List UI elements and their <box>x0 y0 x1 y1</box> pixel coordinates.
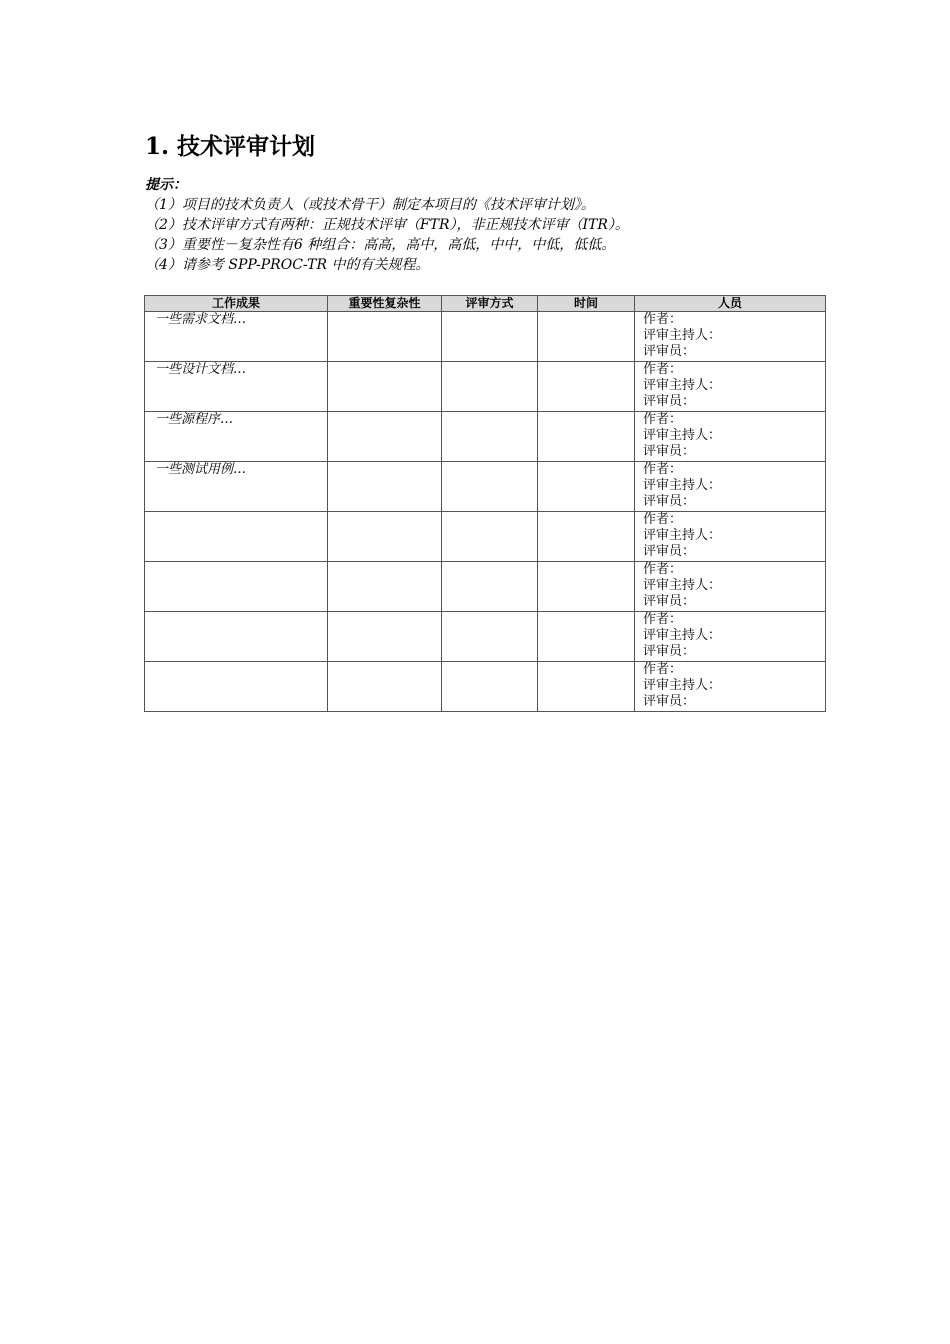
reviewer-label: 评审员： <box>643 694 696 709</box>
host-label: 评审主持人： <box>643 578 722 593</box>
reviewer-label: 评审员： <box>643 344 696 359</box>
importance-cell <box>328 562 442 612</box>
work-cell: 一些测试用例… <box>145 462 328 512</box>
people-cell <box>635 412 826 462</box>
method-cell <box>442 462 538 512</box>
host-label: 评审主持人： <box>643 428 722 443</box>
reviewer-label: 评审员： <box>643 444 696 459</box>
column-header-importance: 重要性复杂性 <box>328 296 442 312</box>
author-label: 作者： <box>643 412 683 427</box>
time-cell <box>538 462 635 512</box>
table-row <box>145 612 826 662</box>
reviewer-label: 评审员： <box>643 594 696 609</box>
page-title: 1. 技术评审计划 <box>145 133 316 160</box>
host-label: 评审主持人： <box>643 628 722 643</box>
host-label: 评审主持人： <box>643 678 722 693</box>
table-row <box>145 362 826 412</box>
author-label: 作者： <box>643 362 683 377</box>
people-cell <box>635 662 826 712</box>
table-row <box>145 512 826 562</box>
method-cell <box>442 662 538 712</box>
reviewer-label: 评审员： <box>643 494 696 509</box>
importance-cell <box>328 312 442 362</box>
author-label: 作者： <box>643 562 683 577</box>
hint-line: （2）技术评审方式有两种：正规技术评审（FTR），非正规技术评审（ITR）。 <box>145 217 629 233</box>
author-label: 作者： <box>643 662 683 677</box>
hint-line: （1）项目的技术负责人（或技术骨干）制定本项目的《技术评审计划》。 <box>145 197 595 213</box>
time-cell <box>538 512 635 562</box>
method-cell <box>442 612 538 662</box>
method-cell <box>442 562 538 612</box>
column-header-method: 评审方式 <box>442 296 538 312</box>
time-cell <box>538 362 635 412</box>
people-cell <box>635 612 826 662</box>
table-row <box>145 562 826 612</box>
column-header-people: 人员 <box>635 296 826 312</box>
table-body <box>145 312 826 712</box>
people-cell <box>635 312 826 362</box>
people-cell <box>635 562 826 612</box>
people-cell <box>635 512 826 562</box>
work-cell <box>145 662 328 712</box>
host-label: 评审主持人： <box>643 328 722 343</box>
people-cell <box>635 362 826 412</box>
hint-label: 提示： <box>145 177 187 193</box>
method-cell <box>442 312 538 362</box>
host-label: 评审主持人： <box>643 528 722 543</box>
time-cell <box>538 612 635 662</box>
reviewer-label: 评审员： <box>643 544 696 559</box>
work-cell <box>145 512 328 562</box>
column-header-time: 时间 <box>538 296 635 312</box>
table-header-row <box>145 296 826 312</box>
importance-cell <box>328 612 442 662</box>
importance-cell <box>328 362 442 412</box>
table-row <box>145 462 826 512</box>
work-cell: 一些源程序… <box>145 412 328 462</box>
hint-line: （3）重要性－复杂性有6 种组合：高高，高中，高低，中中，中低，低低。 <box>145 237 616 253</box>
review-plan-table <box>144 295 826 712</box>
hint-list <box>145 195 629 275</box>
author-label: 作者： <box>643 512 683 527</box>
host-label: 评审主持人： <box>643 478 722 493</box>
hint-block <box>145 176 629 275</box>
host-label: 评审主持人： <box>643 378 722 393</box>
method-cell <box>442 362 538 412</box>
work-cell: 一些需求文档… <box>145 312 328 362</box>
author-label: 作者： <box>643 462 683 477</box>
table-row <box>145 662 826 712</box>
time-cell <box>538 312 635 362</box>
work-cell <box>145 562 328 612</box>
time-cell <box>538 412 635 462</box>
time-cell <box>538 562 635 612</box>
reviewer-label: 评审员： <box>643 394 696 409</box>
table-row <box>145 312 826 362</box>
work-cell <box>145 612 328 662</box>
importance-cell <box>328 412 442 462</box>
time-cell <box>538 662 635 712</box>
people-cell <box>635 462 826 512</box>
method-cell <box>442 512 538 562</box>
importance-cell <box>328 662 442 712</box>
column-header-work: 工作成果 <box>145 296 328 312</box>
hint-line: （4）请参考 SPP-PROC-TR 中的有关规程。 <box>145 257 430 273</box>
work-cell: 一些设计文档… <box>145 362 328 412</box>
author-label: 作者： <box>643 612 683 627</box>
method-cell <box>442 412 538 462</box>
importance-cell <box>328 462 442 512</box>
table-row <box>145 412 826 462</box>
importance-cell <box>328 512 442 562</box>
reviewer-label: 评审员： <box>643 644 696 659</box>
author-label: 作者： <box>643 312 683 327</box>
